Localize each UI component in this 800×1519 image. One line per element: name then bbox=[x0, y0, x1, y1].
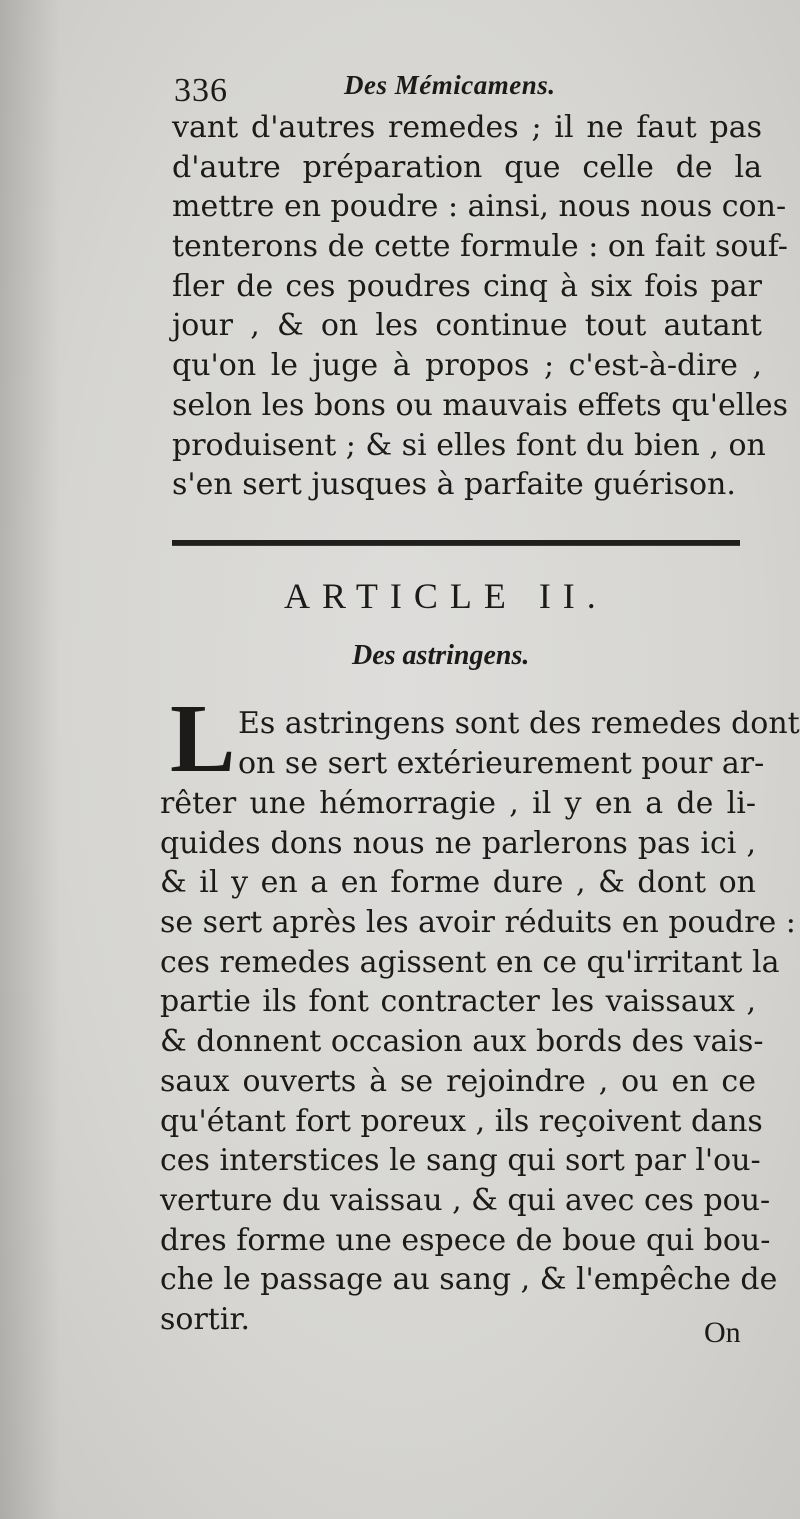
text-line: quides dons nous ne parlerons pas ici , bbox=[160, 825, 756, 861]
text-line: & donnent occasion aux bords des vais- bbox=[160, 1024, 764, 1060]
article-title: ARTICLE II. bbox=[284, 576, 608, 616]
text-line: mettre en poudre : ainsi, nous nous con- bbox=[172, 189, 787, 225]
text-line: verture du vaissau , & qui avec ces pou- bbox=[160, 1182, 771, 1218]
text-line: rêter une hémorragie , il y en a de li- bbox=[160, 786, 756, 821]
text-line: tenterons de cette formule : on fait souf- bbox=[172, 229, 788, 265]
text-line: se sert après les avoir réduits en poudre : bbox=[160, 905, 796, 941]
page-number: 336 bbox=[174, 72, 228, 109]
page-header bbox=[174, 66, 614, 109]
text-line: s'en sert jusques à parfaite guérison. bbox=[172, 467, 736, 503]
text-line: d'autre préparation que celle de la bbox=[172, 149, 762, 185]
text-line: sortir. bbox=[160, 1301, 251, 1337]
text-line: selon les bons ou mauvais effets qu'elles bbox=[172, 387, 789, 423]
text-line: dres forme une espece de boue qui bou- bbox=[160, 1222, 771, 1258]
text-line: Es astringens sont des remedes dont bbox=[238, 706, 800, 741]
running-head: Des Mémicamens. bbox=[344, 70, 556, 100]
catchword: On bbox=[704, 1316, 741, 1349]
text-line: fler de ces poudres cinq à six fois par bbox=[172, 268, 762, 304]
article-subtitle: Des astringens. bbox=[352, 640, 530, 671]
paragraph-1 bbox=[172, 108, 789, 505]
text-line: vant d'autres remedes ; il ne faut pas bbox=[172, 110, 762, 145]
text-line: saux ouverts à se rejoindre , ou en ce bbox=[160, 1063, 756, 1099]
text-line: partie ils font contracter les vaissaux , bbox=[160, 984, 756, 1020]
text-line: produisent ; & si elles font du bien , on bbox=[172, 427, 766, 463]
paragraph-2-opening bbox=[238, 704, 800, 783]
text-line: ces remedes agissent en ce qu'irritant la bbox=[160, 944, 780, 980]
text-line: on se sert extérieurement pour ar- bbox=[238, 745, 765, 781]
drop-cap: L bbox=[170, 685, 236, 793]
text-line: che le passage au sang , & l'empêche de bbox=[160, 1262, 778, 1298]
paragraph-2 bbox=[160, 784, 796, 1340]
text-line: qu'étant fort poreux , ils reçoivent dans bbox=[160, 1103, 763, 1139]
text-line: qu'on le juge à propos ; c'est-à-dire , bbox=[172, 348, 762, 384]
gutter-shadow bbox=[0, 0, 60, 1519]
section-rule bbox=[172, 540, 740, 546]
text-line: ces interstices le sang qui sort par l'ou- bbox=[160, 1143, 761, 1179]
text-line: jour , & on les continue tout autant bbox=[172, 308, 762, 344]
text-line: & il y en a en forme dure , & dont on bbox=[160, 865, 756, 901]
